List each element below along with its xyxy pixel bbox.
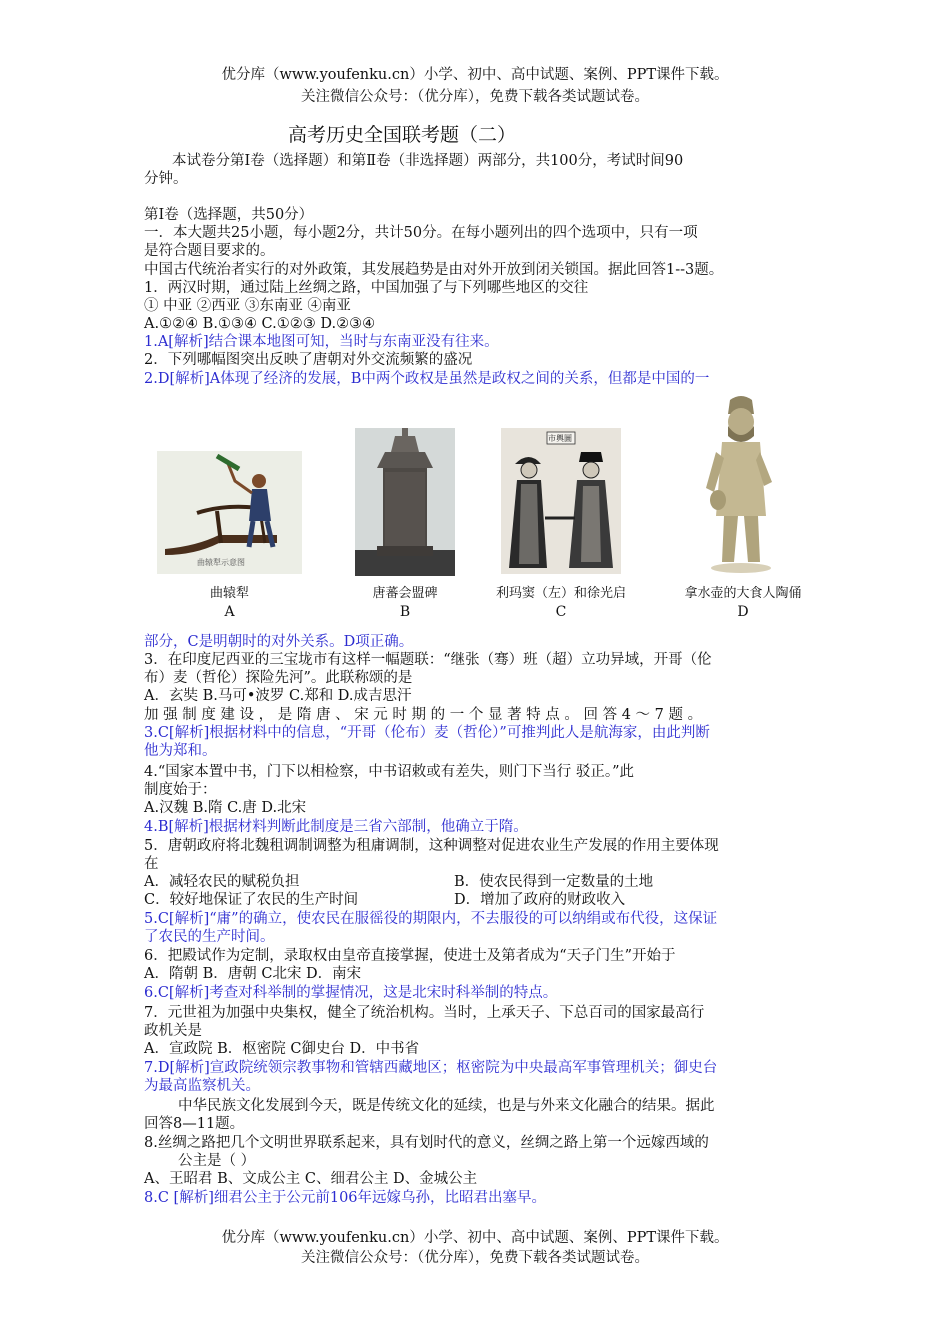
q8-options: A、王昭君 B、文成公主 C、细君公主 D、金城公主 (144, 1171, 478, 1187)
q5-answer-line-2: 了农民的生产时间。 (144, 929, 275, 945)
figure-d-figurine-image (700, 392, 782, 574)
figure-c-letter: C (555, 604, 567, 620)
figure-d-caption: 拿水壶的大食人陶俑 (684, 586, 802, 601)
q1-answer: 1.A[解析]结合课本地图可知，当时与东南亚没有往来。 (144, 334, 499, 350)
q3-stem-line-2: 布）麦（哲伦）探险先河”。此联称颂的是 (144, 670, 413, 686)
q5-option-a: A．减轻农民的赋税负担 (144, 874, 300, 890)
figure-c-caption: 利玛窦（左）和徐光启 (495, 586, 626, 601)
page-title: 高考历史全国联考题（二） (288, 124, 517, 146)
figure-c-inner-label: 市輿圖 (548, 434, 572, 443)
group3-intro-line-2: 回答8—11题。 (144, 1116, 245, 1132)
figure-c-ricci-xu-image (501, 428, 621, 574)
q4-stem-line-2: 制度始于： (144, 782, 217, 798)
q7-stem-line-1: 7．元世祖为加强中央集权，健全了统治机构。当时，上承天子、下总百司的国家最高行 (144, 1005, 705, 1021)
footer-line-1: 优分库（www.youfenku.cn）小学、初中、高中试题、案例、PPT课件下载。 (221, 1230, 729, 1246)
q4-options: A.汉魏 B.隋 C.唐 D.北宋 (144, 800, 307, 816)
figure-b-letter: B (399, 604, 411, 620)
q2-answer-line-2: 部分，C是明朝时的对外关系。D项正确。 (144, 634, 414, 650)
q7-answer-line-2: 为最高监察机关。 (144, 1078, 260, 1094)
q2-answer-line-1: 2.D[解析]A体现了经济的发展，B中两个政权是虽然是政权之间的关系，但都是中国的一 (144, 371, 710, 387)
q6-stem: 6．把殿试作为定制，录取权由皇帝直接掌握，使进士及第者成为“天子门生”开始于 (144, 948, 676, 964)
q4-answer: 4.B[解析]根据材料判断此制度是三省六部制，他确立于隋。 (144, 819, 528, 835)
q5-option-b: B．使农民得到一定数量的土地 (454, 874, 654, 890)
q5-option-c: C．较好地保证了农民的生产时间 (144, 892, 359, 908)
figure-d-letter: D (737, 604, 749, 620)
q7-answer-line-1: 7.D[解析]宣政院统领宗教事物和管辖西藏地区；枢密院为中央最高军事管理机关；御史台 (144, 1060, 718, 1076)
figure-a-caption: 曲辕犁 (209, 586, 249, 601)
q1-items: ① 中亚 ②西亚 ③东南亚 ④南亚 (144, 298, 351, 314)
group3-intro-line-1: 中华民族文化发展到今天，既是传统文化的延续，也是与外来文化融合的结果。据此 (178, 1098, 715, 1114)
q1-options: A.①②④ B.①③④ C.①②③ D.②③④ (144, 316, 376, 332)
q5-stem-line-1: 5．唐朝政府将北魏租调制调整为租庸调制，这种调整对促进农业生产发展的作用主要体现 (144, 838, 719, 854)
figure-a-letter: A (224, 604, 235, 620)
q1-stem: 1．两汉时期，通过陆上丝绸之路，中国加强了与下列哪些地区的交往 (144, 280, 589, 296)
q4-stem-line-1: 4.“国家本置中书，门下以相检察，中书诏敕或有差失，则门下当行 驳正。”此 (144, 764, 635, 780)
q5-option-d: D．增加了政府的财政收入 (454, 892, 626, 908)
figure-a-plough-image (157, 451, 302, 574)
figure-b-stele-image (355, 428, 455, 576)
part1-instructions-2: 是符合题目要求的。 (144, 243, 275, 259)
footer-line-2: 关注微信公众号：（优分库），免费下载各类试题试卷。 (301, 1250, 649, 1266)
q6-options: A．隋朝 B．唐朝 C北宋 D．南宋 (144, 966, 362, 982)
part1-heading: 第Ⅰ卷（选择题，共50分） (144, 207, 314, 223)
intro-line-2: 分钟。 (144, 171, 188, 187)
group1-intro: 中国古代统治者实行的对外政策，其发展趋势是由对外开放到闭关锁国。据此回答1--3题。 (144, 262, 724, 278)
q5-stem-line-2: 在 (144, 856, 159, 872)
q3-stem-line-1: 3．在印度尼西亚的三宝垅市有这样一幅题联：“继张（骞）班（超）立功异域，开哥（伦 (144, 652, 712, 668)
q2-stem: 2．下列哪幅图突出反映了唐朝对外交流频繁的盛况 (144, 352, 473, 368)
group2-intro: 加 强 制 度 建 设 ， 是 隋 唐 、 宋 元 时 期 的 一 个 显 著 特 点 。 回 答 4 ～ 7 题 。 (144, 707, 703, 723)
q8-stem-line-1: 8.丝绸之路把几个文明世界联系起来，具有划时代的意义，丝绸之路上第一个远嫁西域的 (144, 1135, 709, 1151)
q3-answer-line-2: 他为郑和。 (144, 743, 217, 759)
q8-stem-line-2: 公主是（ ） (178, 1153, 256, 1169)
q5-answer-line-1: 5.C[解析]“庸”的确立，使农民在服徭役的期限内，不去服役的可以纳绢或布代役，这保证 (144, 911, 718, 927)
q3-options: A．玄奘 B.马可•波罗 C.郑和 D.成吉思汗 (144, 688, 412, 704)
header-line-1: 优分库（www.youfenku.cn）小学、初中、高中试题、案例、PPT课件下载。 (221, 67, 729, 83)
q7-stem-line-2: 政机关是 (144, 1023, 202, 1039)
header-line-2: 关注微信公众号：（优分库），免费下载各类试题试卷。 (301, 89, 649, 105)
intro-line-1: 本试卷分第Ⅰ卷（选择题）和第Ⅱ卷（非选择题）两部分，共100分，考试时间90 (172, 153, 684, 169)
q8-answer: 8.C [解析]细君公主于公元前106年远嫁乌孙，比昭君出塞早。 (144, 1190, 547, 1206)
figure-a-inner-label: 曲辕犁示意图 (197, 558, 245, 567)
q7-options: A．宣政院 B．枢密院 C御史台 D．中书省 (144, 1041, 420, 1057)
figure-b-caption: 唐蕃会盟碑 (372, 586, 438, 601)
q3-answer-line-1: 3.C[解析]根据材料中的信息，“开哥（伦布）麦（哲伦）”可推判此人是航海家，由此判断 (144, 725, 710, 741)
q6-answer: 6.C[解析]考查对科举制的掌握情况，这是北宋时科举制的特点。 (144, 985, 558, 1001)
part1-instructions-1: 一．本大题共25小题，每小题2分，共计50分。在每小题列出的四个选项中，只有一项 (144, 225, 698, 241)
